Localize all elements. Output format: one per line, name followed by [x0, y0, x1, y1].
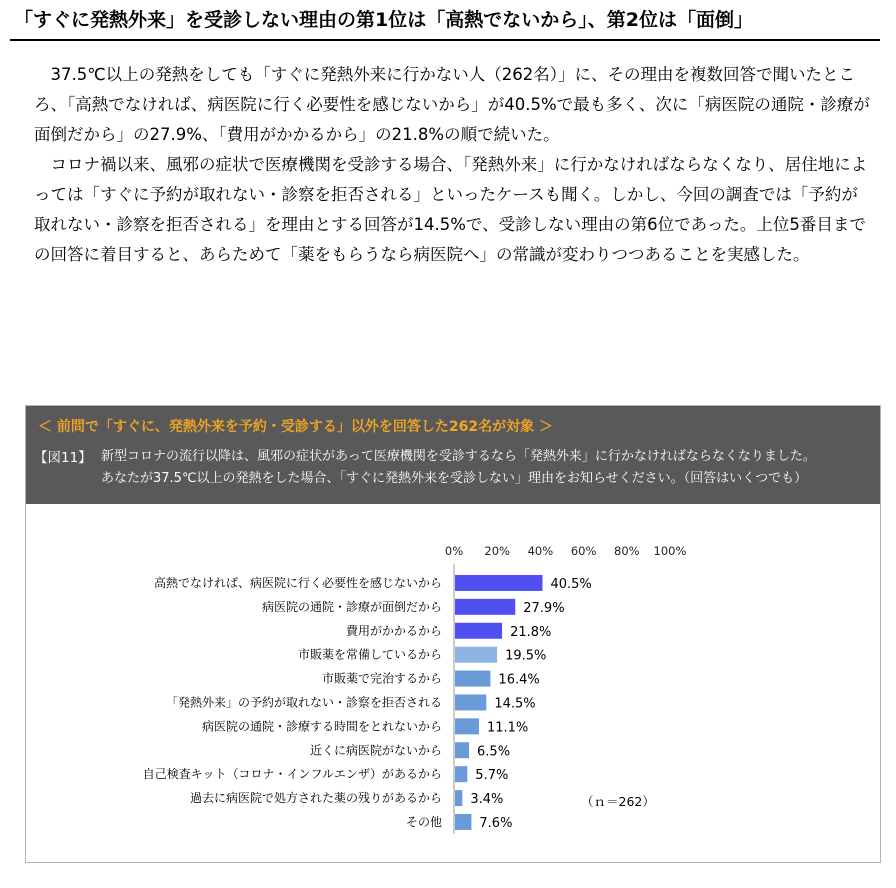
category-label: 費用がかかるから [345, 623, 442, 638]
headline-rule [10, 39, 880, 41]
x-tick-label: 20% [484, 544, 510, 558]
value-label: 16.4% [498, 672, 540, 688]
value-label: 5.7% [475, 768, 509, 784]
bar [455, 790, 462, 806]
chart-area [26, 526, 880, 862]
figure-question: 新型コロナの流行以降は、風邪の症状があって医療機関を受診するなら「発熱外来」に行かなければならなくなりました。 あなたが37.5℃以上の発熱をした場合、「すぐに発熱外来を受診しない」理由をお知らせください。（回答はいくつでも） [101, 449, 816, 486]
value-label: 27.9% [523, 600, 565, 616]
bar [455, 742, 469, 758]
category-label: 高熱でなければ、病医院に行く必要性を感じないから [153, 575, 442, 590]
x-tick-label: 80% [614, 544, 640, 558]
x-tick-label: 0% [444, 544, 464, 558]
figure-number: 【図11】 [34, 450, 92, 466]
x-tick-label: 60% [570, 544, 597, 558]
category-label: 過去に病医院で処方された薬の残りがあるから [189, 791, 442, 806]
x-tick-label: 100% [653, 544, 687, 558]
body-text [34, 60, 874, 270]
bar [455, 694, 486, 710]
figure-target-note: ＜ 前問で「すぐに、発熱外来を予約・受診する」以外を回答した262名が対象 ＞ [38, 419, 553, 435]
category-label: 近くに病医院がないから [309, 743, 442, 758]
bar [455, 599, 515, 615]
value-label: 6.5% [477, 744, 511, 760]
category-label: 「発熱外来」の予約が取れない・診察を拒否される [165, 695, 442, 710]
value-label: 14.5% [494, 696, 536, 712]
category-label: 自己検査キット（コロナ・インフルエンザ）があるから [142, 767, 442, 782]
bar [455, 766, 467, 782]
paragraph-2: コロナ禍以来、風邪の症状で医療機関を受診する場合、「発熱外来」に行かなければならなくなり、居住地によっては「すぐに予約が取れない・診察を拒否される」といったケースも聞く。しかし、今回の調査では「予約が取れない・診察を拒否される」を理由とする回答が14.5%で、受診しない理由の第6位であった。上位5番目までの回答に着目すると、あらためて「薬をもらうなら病医院へ」の常識が変わりつつあることを実感した。 [34, 155, 868, 264]
bar [455, 575, 542, 591]
bar [455, 623, 502, 639]
headline: 「すぐに発熱外来」を受診しない理由の第1位は「高熱でないから」、第2位は「面倒」 [14, 9, 753, 31]
bar [455, 718, 479, 734]
bar-chart [26, 526, 880, 862]
value-label: 7.6% [479, 815, 513, 831]
category-label: 市販薬を常備しているから [297, 647, 442, 662]
value-label: 19.5% [505, 648, 547, 664]
figure-header [26, 406, 880, 504]
sample-size-note: （ｎ＝262） [581, 794, 655, 809]
value-label: 40.5% [550, 576, 592, 592]
value-label: 21.8% [510, 624, 552, 640]
x-tick-label: 40% [527, 544, 554, 558]
figure-11 [25, 405, 881, 863]
category-label: その他 [405, 814, 442, 829]
bar [455, 671, 490, 687]
bar [455, 814, 471, 830]
category-label: 市販薬で完治するから [321, 671, 442, 686]
category-label: 病医院の通院・診療が面倒だから [261, 599, 442, 614]
bar [455, 647, 497, 663]
category-label: 病医院の通院・診療する時間をとれないから [201, 719, 442, 734]
paragraph-1: 37.5℃以上の発熱をしても「すぐに発熱外来に行かない人（262名）」に、その理由を複数回答で聞いたところ、「高熱でなければ、病医院に行く必要性を感じないから」が40.5%で最も多く、次に「病医院の通院・診療が面倒だから」の27.9%、「費用がかかるから」の21.8%の順で続いた。 [34, 65, 870, 144]
value-label: 3.4% [470, 792, 504, 808]
value-label: 11.1% [486, 720, 529, 736]
